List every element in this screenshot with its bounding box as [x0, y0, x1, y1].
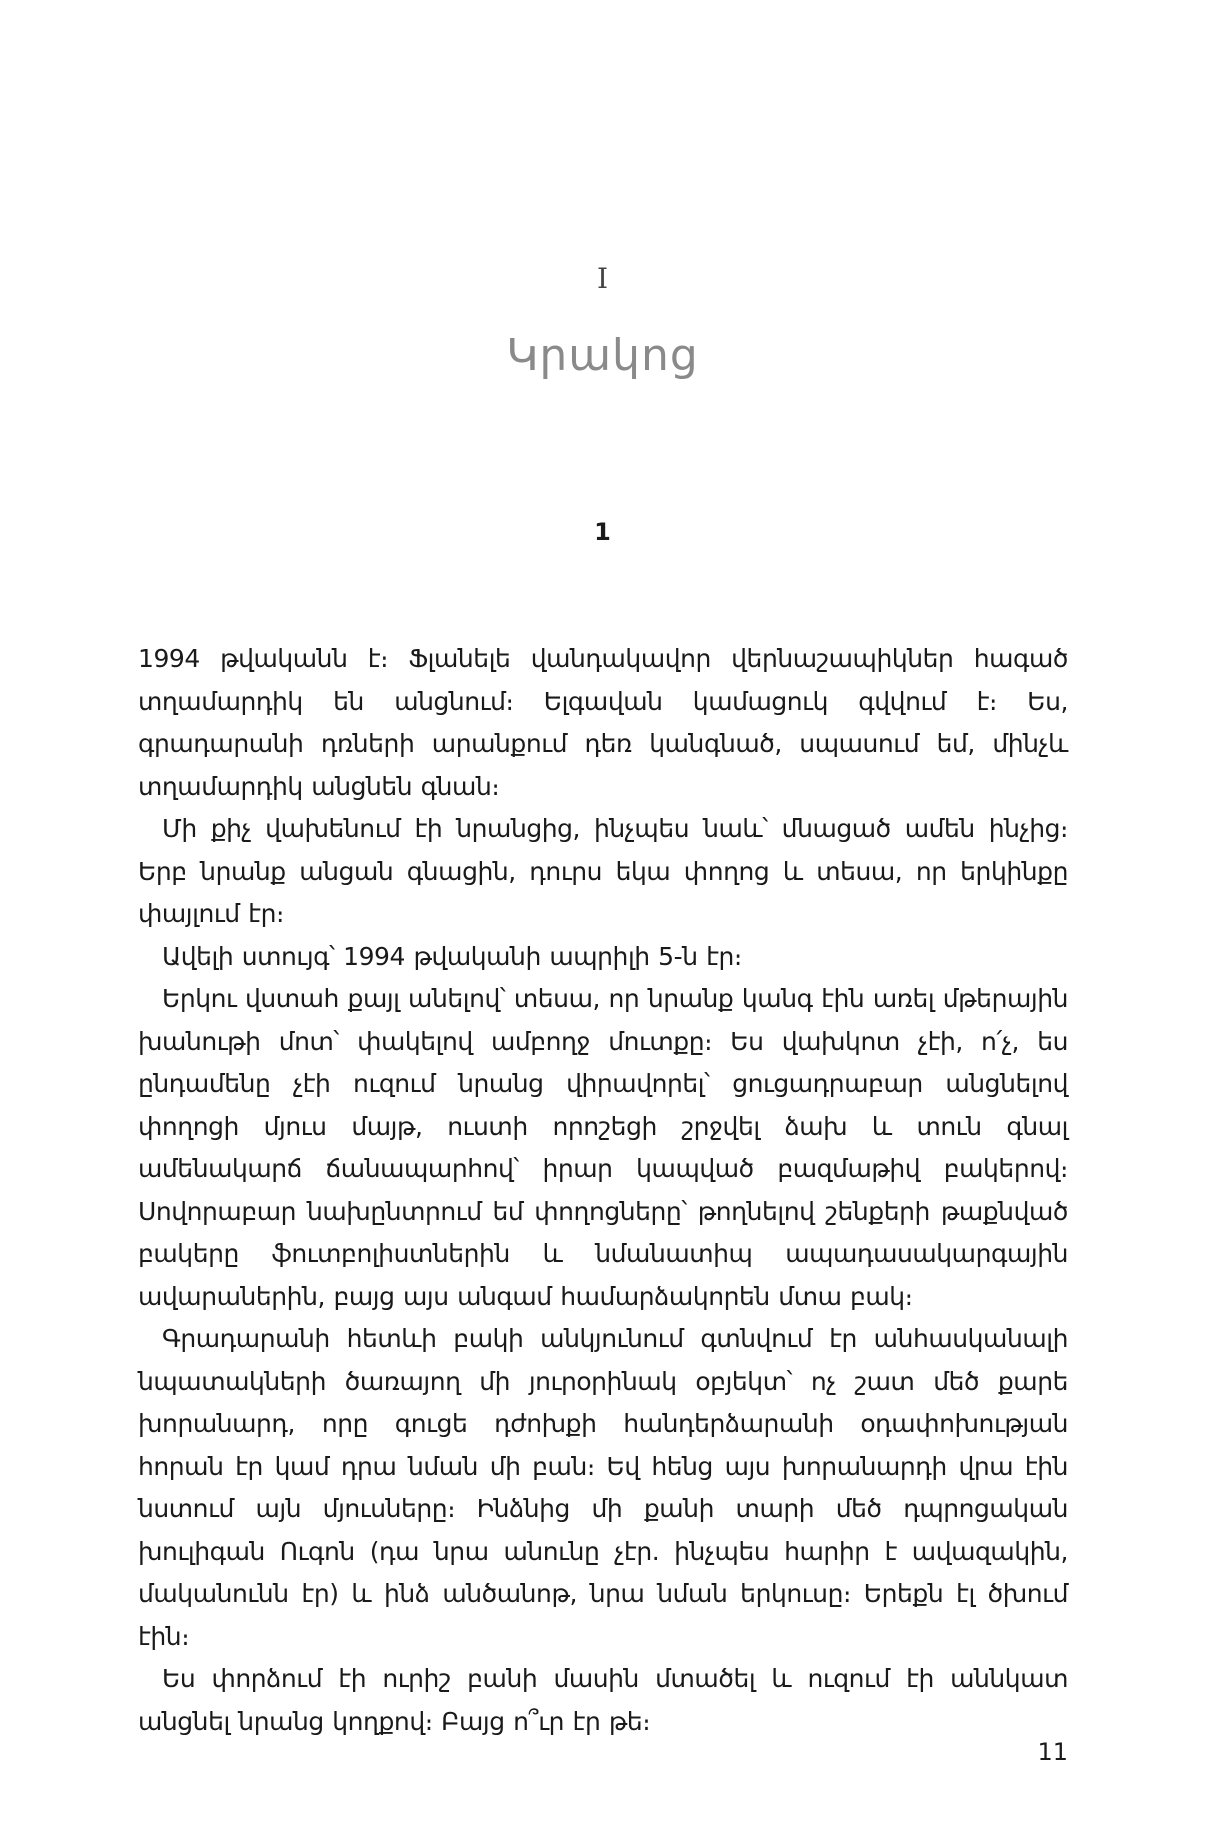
paragraph-3: Ավելի ստույգ՝ 1994 թվականի ապրիլի 5-ն էր։: [162, 941, 742, 971]
body-text: [138, 638, 1068, 1743]
part-numeral: I: [596, 262, 609, 295]
paragraph-4: Երկու վստահ քայլ անելով՝ տեսա, որ նրանք կանգ էին առել մթերային խանութի մոտ՝ փակելով ամբողջ մուտքը։ Ես վախկոտ չէի, ո՛չ, ես ընդամենը չէի ուզում նրանց վիրավորել՝ ցուցադրաբար անցնելով փողոցի մյուս մայթ, ուստի որոշեցի շրջվել ձախ և տուն գնալ ամենակարճ ճանապարհով՝ իրար կապված բազմաթիվ բակերով։ Սովորաբար նախընտրում եմ փողոցները՝ թողնելով շենքերի թաքնված բակերը ֆուտբոլիստներին և նմանատիպ ապադասակարգային ավարաներին, բայց այս անգամ համարձակորեն մտա բակ։: [138, 984, 1068, 1311]
paragraph-2: Մի քիչ վախենում էի նրանցից, ինչպես նաև՝ մնացած ամեն ինչից։ Երբ նրանք անցան գնացին, դուրս եկա փողոց և տեսա, որ երկինքը փայլում էր։: [138, 814, 1068, 928]
section-number: 1: [594, 518, 611, 546]
paragraph-6: Ես փորձում էի ուրիշ բանի մասին մտածել և ուզում էի աննկատ անցնել նրանց կողքով։ Բայց ո՞ւր էր թե։: [138, 1664, 1068, 1736]
paragraph-5: Գրադարանի հետևի բակի անկյունում գտնվում էր անհասկանալի նպատակների ծառայող մի յուրօրինակ օբյեկտ՝ ոչ շատ մեծ քարե խորանարդ, որը գուցե դժոխքի հանդերձարանի օդափոխության հորան էր կամ դրա նման մի բան։ Եվ հենց այս խորանարդի վրա էին նստում այն մյուսները։ Ինձնից մի քանի տարի մեծ դպրոցական խուլիգան Ուգոն (դա նրա անունը չէր. ինչպես հարիր է ավազակին, մականունն էր) և ինձ անծանոթ, նրա նման երկուսը։ Երեքն էլ ծխում էին։: [138, 1324, 1068, 1651]
chapter-title: Կրակոց: [506, 330, 699, 381]
paragraph-1: 1994 թվականն է։ Ֆլանելե վանդակավոր վերնաշապիկներ հագած տղամարդիկ են անցնում։ Ելգավան կամացուկ գվվում է։ Ես, գրադարանի դռների արանքում դեռ կանգնած, սպասում եմ, մինչև տղամարդիկ անցնեն գնան։: [138, 644, 1068, 801]
page-number: 11: [1037, 1738, 1068, 1766]
